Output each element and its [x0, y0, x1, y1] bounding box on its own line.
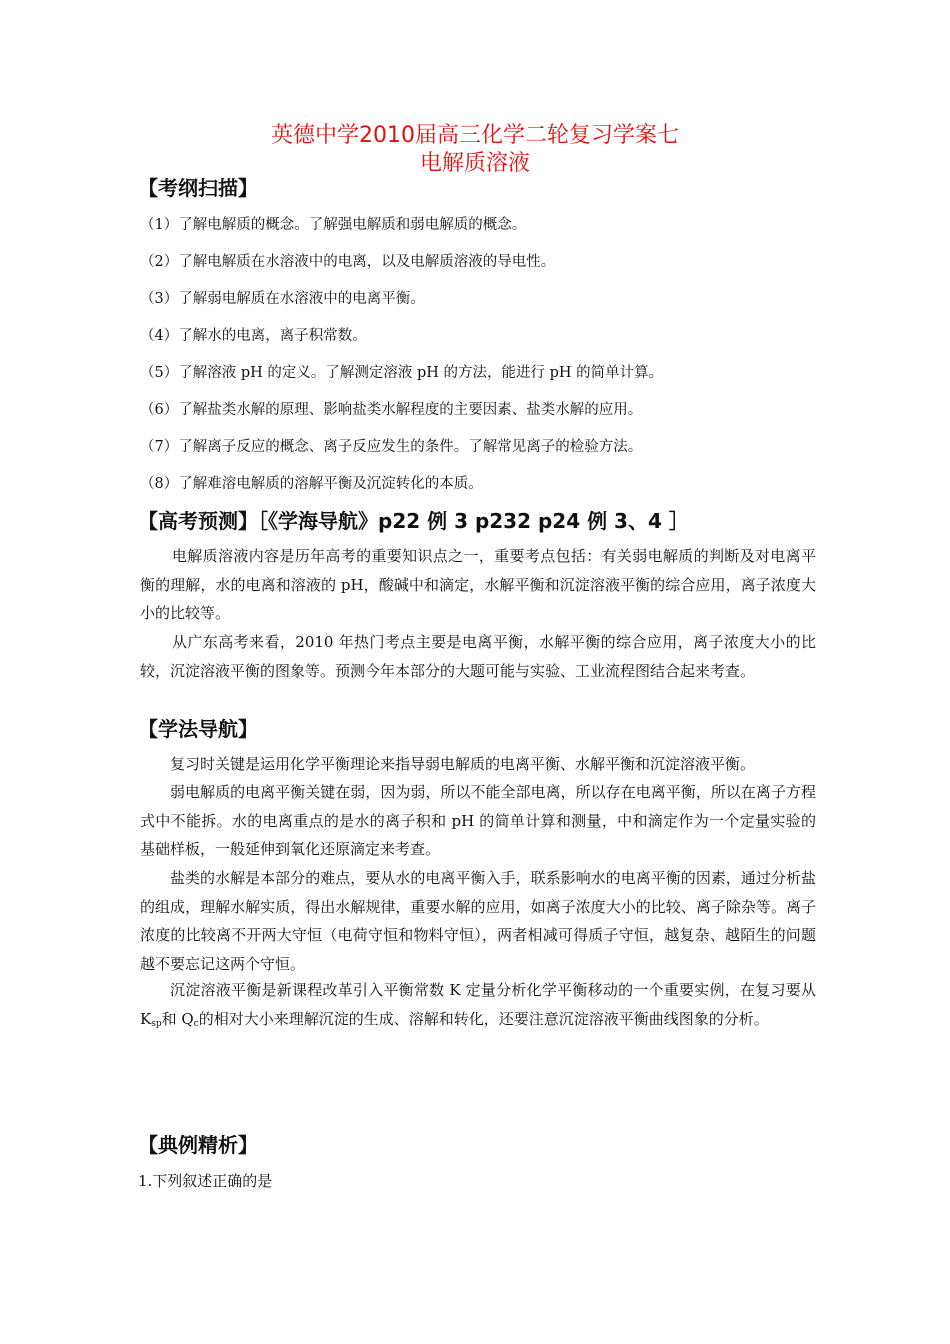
heading-forecast: 【高考预测】［《学海导航》p22 例 3 p232 p24 例 3、4 ］ — [138, 509, 689, 533]
method-paragraph-3: 盐类的水解是本部分的难点，要从水的电离平衡入手，联系影响水的电离平衡的因素，通过分析盐的组成，理解水解实质，得出水解规律，重要水解的应用，如离子浓度大小的比较、离子除杂等。离子浓度的比较离不开两大守恒（电荷守恒和物料守恒），两者相减可得质子守恒，越复杂、越陌生的问题越不要忘记这两个守恒。 — [140, 869, 816, 973]
document-subtitle: 电解质溶液 — [419, 151, 530, 176]
outline-item-1: （1）了解电解质的概念。了解强电解质和弱电解质的概念。 — [140, 217, 527, 233]
heading-examples: 【典例精析】 — [138, 1133, 258, 1157]
outline-item-2: （2）了解电解质在水溶液中的电离，以及电解质溶液的导电性。 — [140, 254, 556, 270]
outline-item-4: （4）了解水的电离，离子积常数。 — [140, 328, 367, 344]
heading-method: 【学法导航】 — [138, 717, 258, 741]
outline-item-8: （8）了解难溶电解质的溶解平衡及沉淀转化的本质。 — [140, 476, 483, 492]
heading-outline: 【考纲扫描】 — [138, 176, 258, 200]
method-p4-text-a: 沉淀溶液平衡是新课程改革引入平衡常数 K 定量分析化学平衡移动的一个重要实例，在复习要从 K — [140, 981, 816, 1028]
ksp-subscript: sp — [151, 1018, 162, 1029]
outline-item-6: （6）了解盐类水解的原理、影响盐类水解程度的主要因素、盐类水解的应用。 — [140, 402, 643, 418]
example-question-1: 1.下列叙述正确的是 — [138, 1172, 273, 1190]
document-title: 英德中学2010届高三化学二轮复习学案七 — [271, 123, 679, 148]
method-p4-text-c: 的相对大小来理解沉淀的生成、溶解和转化，还要注意沉淀溶液平衡曲线图象的分析。 — [198, 1009, 769, 1028]
method-paragraph-2: 弱电解质的电离平衡关键在弱，因为弱，所以不能全部电离，所以存在电离平衡，所以在离子方程式中不能拆。水的电离重点的是水的离子积和 pH 的简单计算和测量，中和滴定作为一个定量实验的基础样板，一般延伸到氧化还原滴定来考查。 — [140, 783, 816, 858]
qc-subscript: c — [193, 1018, 199, 1029]
forecast-paragraph-2: 从广东高考来看，2010 年热门考点主要是电离平衡，水解平衡的综合应用，离子浓度大小的比较，沉淀溶液平衡的图象等。预测今年本部分的大题可能与实验、工业流程图结合起来考查。 — [140, 633, 816, 680]
method-p4-text-b: 和 Q — [161, 1009, 194, 1028]
method-paragraph-1: 复习时关键是运用化学平衡理论来指导弱电解质的电离平衡、水解平衡和沉淀溶液平衡。 — [170, 755, 756, 773]
outline-item-7: （7）了解离子反应的概念、离子反应发生的条件。了解常见离子的检验方法。 — [140, 439, 643, 455]
forecast-paragraph-1: 电解质溶液内容是历年高考的重要知识点之一，重要考点包括：有关弱电解质的判断及对电离平衡的理解，水的电离和溶液的 pH，酸碱中和滴定，水解平衡和沉淀溶液平衡的综合应用，离子浓度大小的比较等。 — [140, 547, 816, 622]
method-paragraph-4 — [140, 976, 816, 1033]
outline-item-3: （3）了解弱电解质在水溶液中的电离平衡。 — [140, 291, 425, 307]
outline-item-5: （5）了解溶液 pH 的定义。了解测定溶液 pH 的方法，能进行 pH 的简单计算。 — [140, 365, 664, 381]
